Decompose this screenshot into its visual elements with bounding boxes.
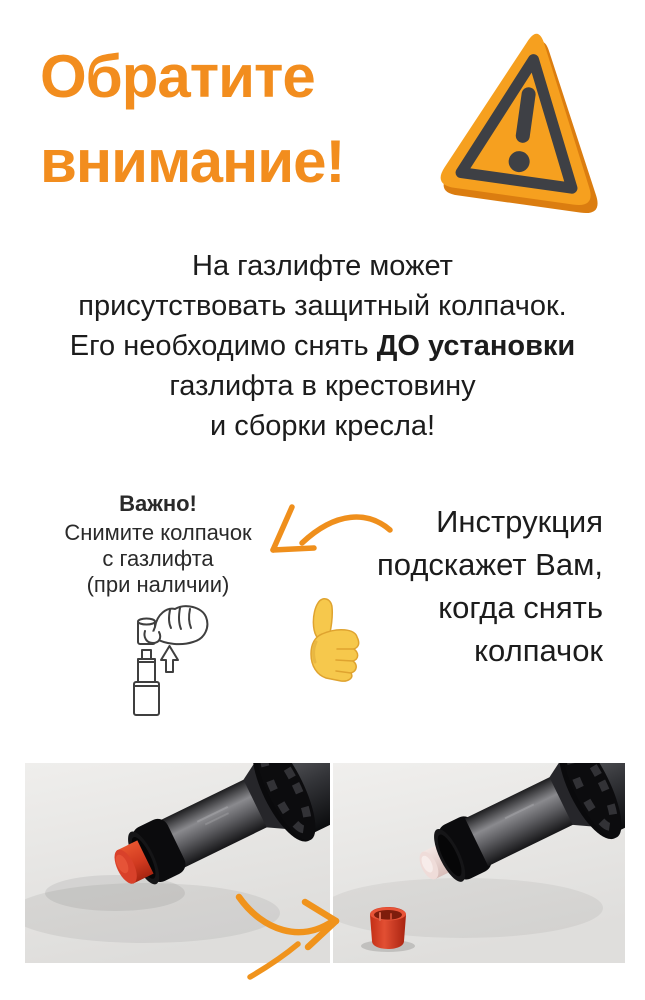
notice-line3-regular: Его необходимо снять: [69, 330, 377, 362]
removal-arrow-icon: [225, 883, 350, 988]
page-title-line1: Обратите: [40, 43, 315, 110]
important-line: Снимите колпачок: [64, 520, 252, 545]
notice-text: [0, 246, 645, 446]
page-title: [40, 34, 344, 204]
notice-line: На газлифте может: [192, 250, 453, 282]
important-line: (при наличии): [86, 572, 230, 597]
instruction-line: Инструкция: [436, 504, 603, 539]
instruction-line: колпачок: [474, 633, 603, 668]
photo-gas-lift-cap-removed: [333, 763, 625, 968]
important-note: [38, 491, 278, 598]
thumbs-up-icon: [296, 592, 362, 687]
instruction-line: подскажет Вам,: [376, 547, 603, 582]
important-line: с газлифта: [102, 546, 214, 571]
instruction-line: когда снять: [438, 590, 603, 625]
notice-line: [0, 326, 645, 366]
warning-triangle-icon: [430, 15, 620, 220]
hand-removing-cap-diagram: [112, 596, 212, 723]
page-title-line2: внимание!: [40, 128, 345, 195]
important-title: Важно!: [119, 491, 197, 516]
notice-line: присутствовать защитный колпачок.: [78, 290, 567, 322]
notice-line: газлифта в крестовину: [169, 370, 476, 402]
notice-line3-bold: ДО установки: [376, 330, 576, 362]
notice-line: и сборки кресла!: [209, 410, 436, 442]
